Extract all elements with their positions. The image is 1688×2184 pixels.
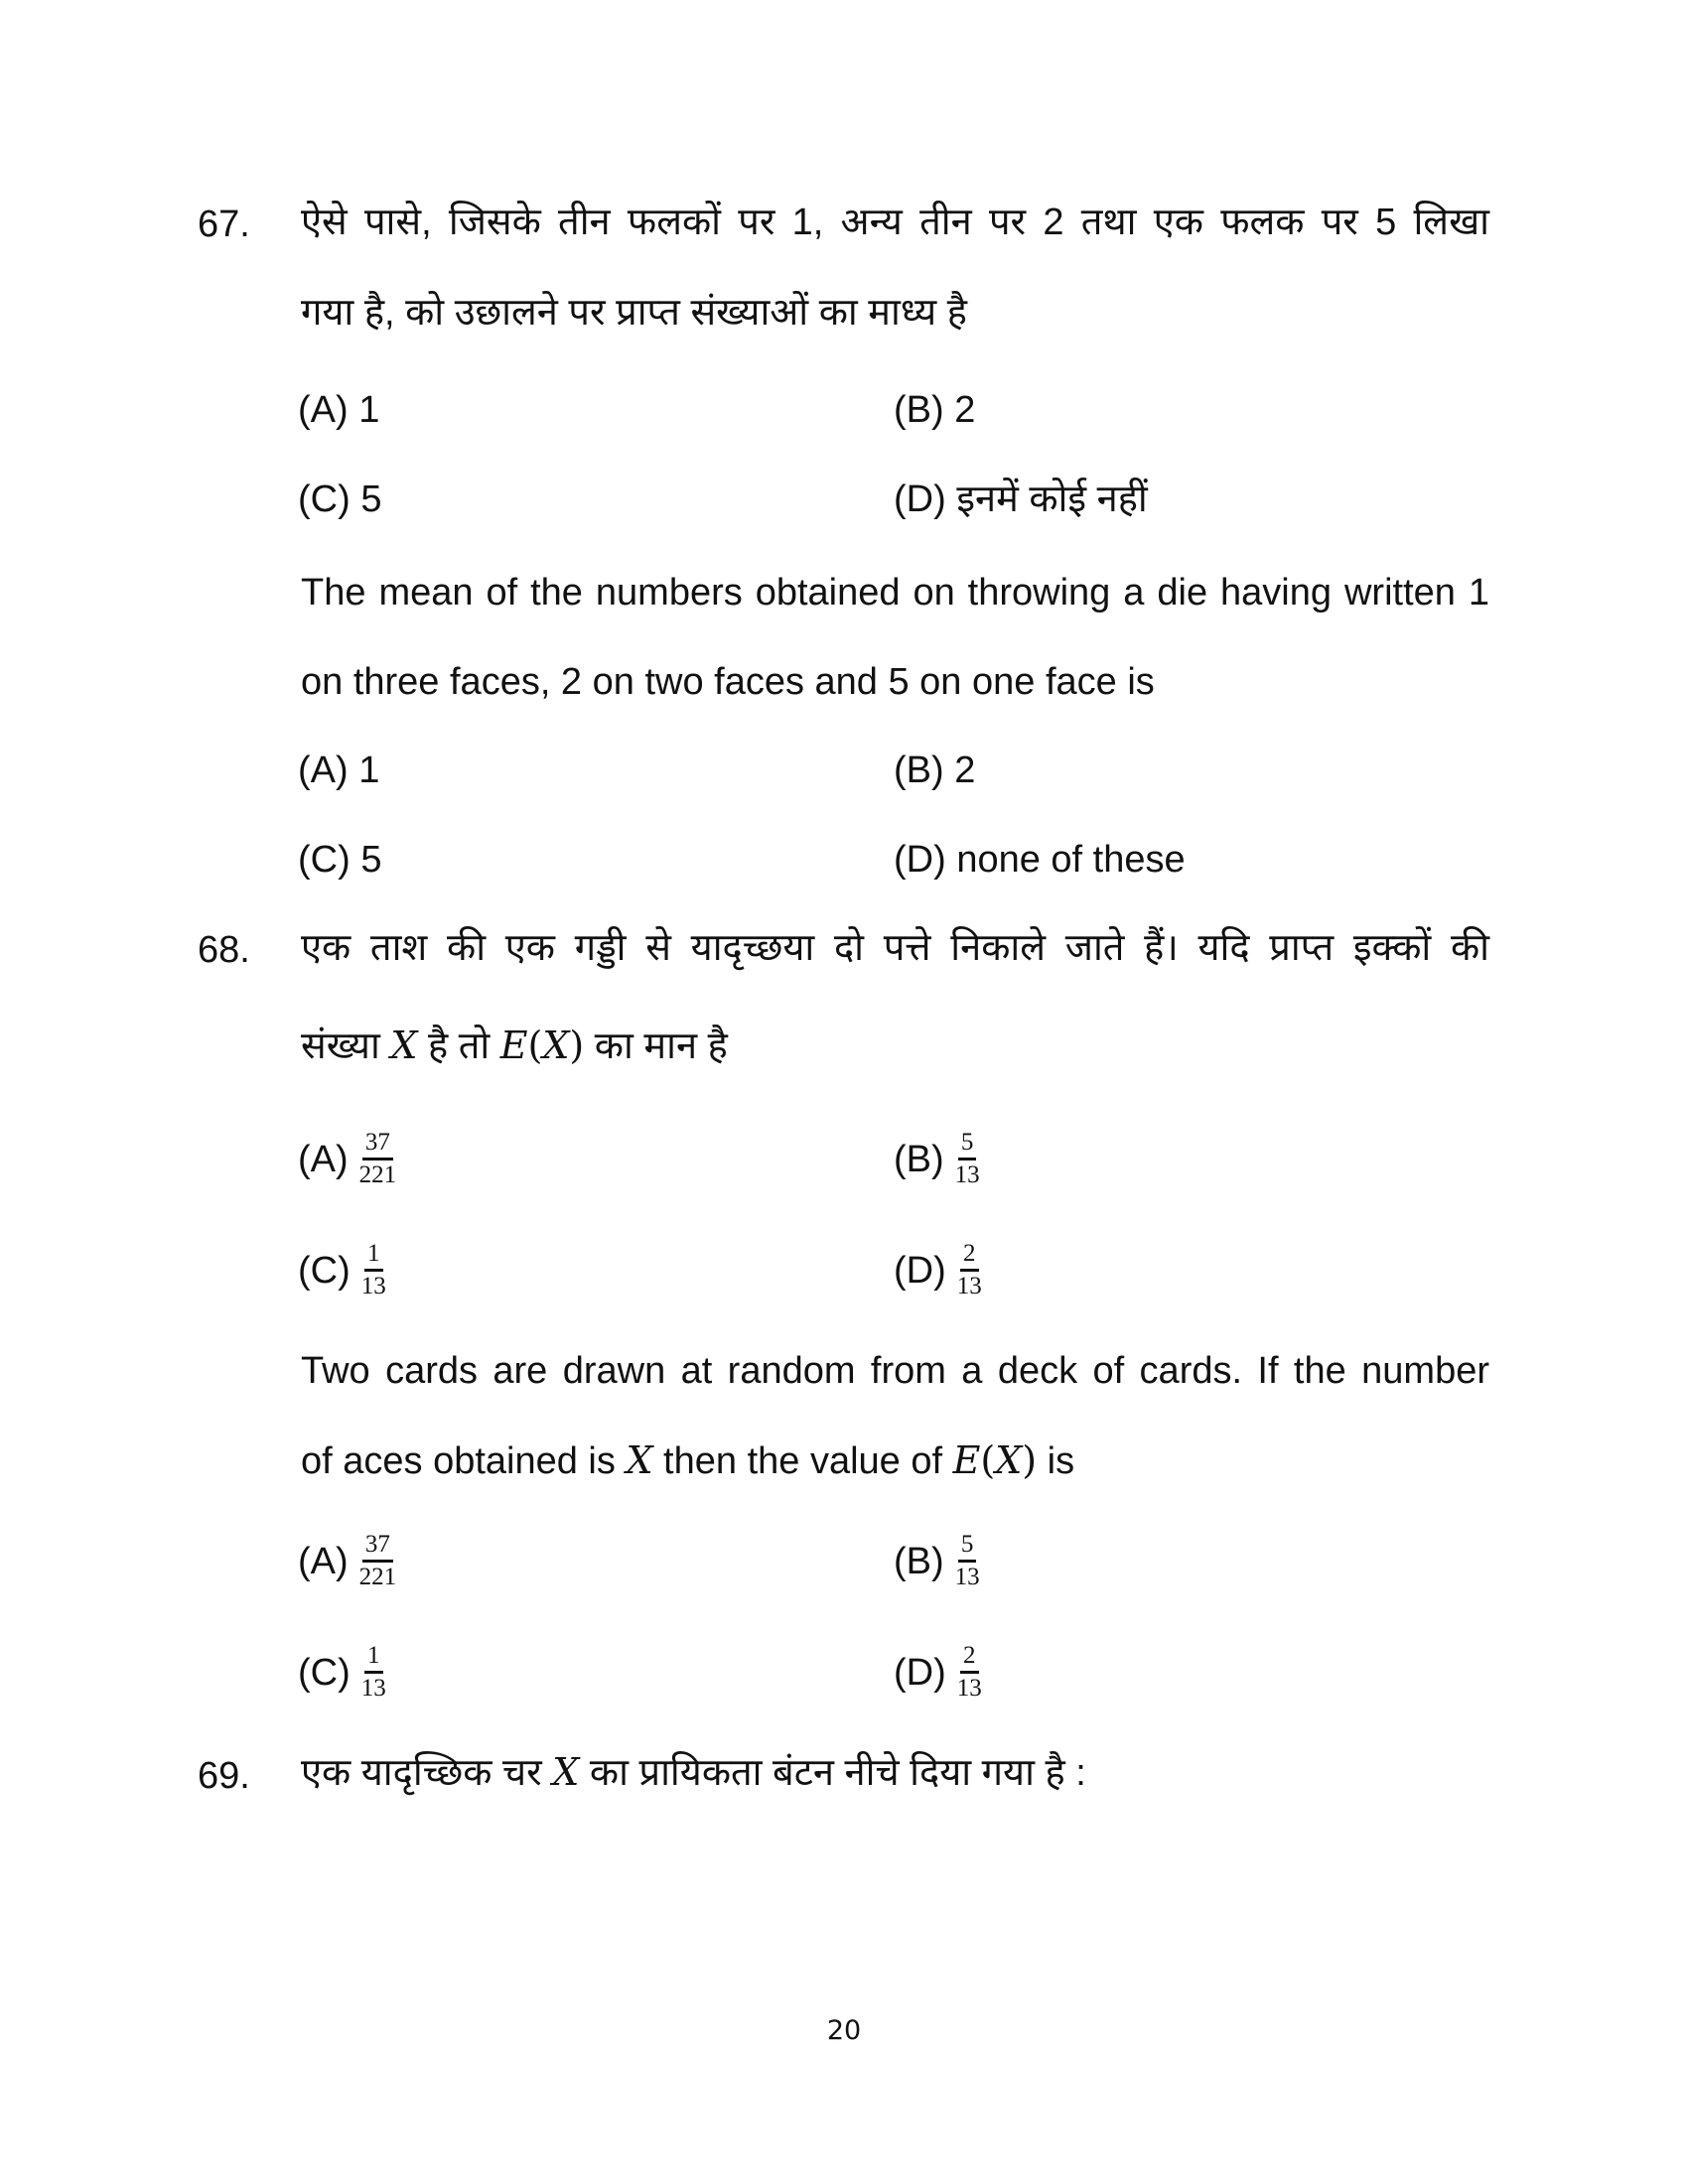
denominator: 13 — [954, 1564, 980, 1591]
numerator: 2 — [960, 1643, 979, 1674]
numerator: 37 — [362, 1532, 393, 1563]
option-b-hindi[interactable] — [894, 1130, 983, 1189]
option-label: (B) — [894, 1540, 944, 1582]
fraction — [358, 1241, 389, 1300]
option-b-english[interactable] — [894, 1532, 983, 1591]
variable-x: X — [542, 1024, 570, 1067]
text-segment: है तो — [417, 1025, 500, 1067]
fraction — [358, 1643, 389, 1703]
fraction — [952, 1532, 983, 1591]
fraction — [954, 1643, 985, 1703]
numerator: 1 — [364, 1643, 383, 1674]
fraction — [952, 1130, 983, 1189]
option-d-hindi[interactable] — [894, 1241, 985, 1300]
fraction — [356, 1130, 400, 1189]
option-value: 2 — [954, 389, 976, 431]
option-label: (A) — [298, 1138, 349, 1180]
fraction — [954, 1241, 985, 1300]
question-text-english-line-1: Two cards are drawn at random from a deck of cards. If the number — [301, 1350, 1489, 1392]
variable-x: X — [552, 1750, 580, 1794]
question-text-english-line-2: on three faces, 2 on two faces and 5 on one face is — [301, 661, 1155, 703]
variable-x: X — [995, 1438, 1023, 1482]
question-text-hindi-line-2 — [301, 1026, 728, 1065]
option-a-hindi[interactable] — [298, 1130, 399, 1189]
expectation-e: E — [499, 1024, 528, 1067]
option-value: none of these — [956, 839, 1186, 881]
option-label: (C) — [298, 839, 351, 881]
text-segment: संख्या — [301, 1025, 391, 1067]
numerator: 5 — [958, 1532, 977, 1563]
option-c-english[interactable] — [298, 1643, 389, 1703]
option-label: (A) — [298, 389, 349, 431]
text-segment: एक यादृच्छिक चर — [301, 1752, 553, 1794]
option-b-hindi[interactable] — [894, 391, 975, 429]
option-label: (A) — [298, 1540, 349, 1582]
option-label: (A) — [298, 750, 349, 791]
option-label: (B) — [894, 389, 944, 431]
option-label: (C) — [298, 1249, 351, 1292]
denominator: 221 — [358, 1161, 397, 1189]
option-d-english[interactable] — [894, 841, 1186, 879]
question-text-hindi-line-1: ऐसे पासे, जिसके तीन फलकों पर 1, अन्य तीन पर 2 तथा एक फलक पर 5 लिखा — [301, 202, 1489, 243]
option-b-english[interactable] — [894, 751, 975, 789]
denominator: 13 — [360, 1273, 386, 1300]
question-text-hindi-line-2: गया है, को उछालने पर प्राप्त संख्याओं का माध्य है — [301, 292, 967, 334]
option-label: (D) — [894, 478, 946, 520]
option-label: (C) — [298, 1651, 351, 1694]
question-number: 69. — [198, 1755, 250, 1797]
option-a-hindi[interactable] — [298, 391, 379, 429]
question-text-english-line-1: The mean of the numbers obtained on throwing a die having written 1 — [301, 572, 1489, 614]
question-number: 68. — [198, 929, 250, 971]
variable-x: X — [390, 1024, 418, 1067]
option-a-english[interactable] — [298, 751, 379, 789]
option-value: 1 — [358, 389, 380, 431]
option-c-hindi[interactable] — [298, 480, 381, 518]
question-text-english-line-2 — [301, 1438, 1075, 1482]
text-segment: is — [1037, 1440, 1075, 1482]
option-a-english[interactable] — [298, 1532, 399, 1591]
option-c-english[interactable] — [298, 841, 381, 879]
numerator: 1 — [364, 1241, 383, 1272]
fraction — [356, 1532, 400, 1591]
variable-x: X — [626, 1438, 653, 1482]
text-segment: then the value of — [652, 1440, 953, 1482]
denominator: 13 — [956, 1273, 982, 1300]
paren-open: ( — [527, 1024, 543, 1067]
option-c-hindi[interactable] — [298, 1241, 389, 1300]
option-label: (B) — [894, 750, 944, 791]
question-number: 67. — [198, 204, 250, 245]
option-d-hindi[interactable] — [894, 480, 1148, 518]
option-label: (D) — [894, 1651, 946, 1694]
option-value: 5 — [360, 478, 382, 520]
denominator: 13 — [956, 1675, 982, 1703]
expectation-e: E — [952, 1438, 981, 1482]
paren-open: ( — [980, 1438, 996, 1482]
option-value: 2 — [954, 750, 976, 791]
option-d-english[interactable] — [894, 1643, 985, 1703]
option-label: (D) — [894, 1249, 946, 1292]
option-value: 1 — [358, 750, 380, 791]
page-number: 20 — [826, 2015, 862, 2046]
option-value: इनमें कोई नहीं — [956, 478, 1148, 520]
text-segment: का मान है — [584, 1025, 728, 1067]
option-label: (C) — [298, 478, 351, 520]
numerator: 37 — [362, 1130, 393, 1160]
question-text-hindi-line-1 — [301, 1750, 1086, 1794]
paren-close: ) — [1022, 1438, 1038, 1482]
text-segment: of aces obtained is — [301, 1440, 627, 1482]
numerator: 5 — [958, 1130, 977, 1160]
denominator: 221 — [358, 1564, 397, 1591]
text-segment: का प्रायिकता बंटन नीचे दिया गया है : — [579, 1752, 1086, 1794]
denominator: 13 — [954, 1161, 980, 1189]
option-value: 5 — [360, 839, 382, 881]
numerator: 2 — [960, 1241, 979, 1272]
question-text-hindi-line-1: एक ताश की एक गड्डी से यादृच्छया दो पत्ते निकाले जाते हैं। यदि प्राप्त इक्कों की — [301, 927, 1489, 969]
denominator: 13 — [360, 1675, 386, 1703]
option-label: (B) — [894, 1138, 944, 1180]
paren-close: ) — [569, 1024, 585, 1067]
option-label: (D) — [894, 839, 946, 881]
